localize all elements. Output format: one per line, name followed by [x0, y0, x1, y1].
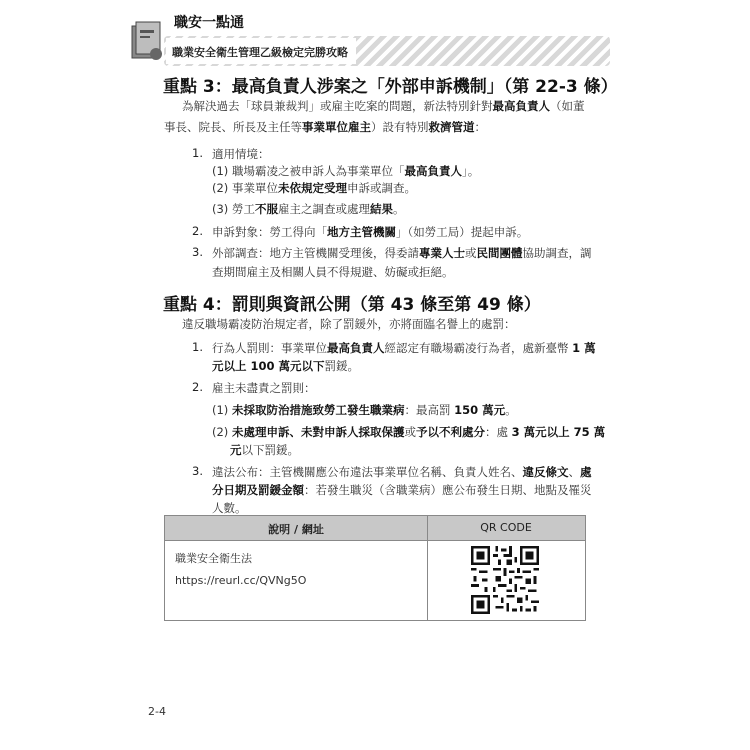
- sub-item: (3) 勞工不服雇主之調查或處理結果。: [212, 202, 405, 216]
- list-item-continuation: 查期間雇主及相關人員不得規避、妨礙或拒絕。: [212, 265, 454, 279]
- list-item: 違法公布：主管機關應公布違法事業單位名稱、負責人姓名、違反條文、處: [212, 465, 592, 479]
- list-item: 雇主未盡責之罰則：: [212, 381, 316, 395]
- list-number: 1.: [192, 146, 203, 160]
- table-header: [165, 516, 585, 541]
- page-header: [130, 10, 610, 64]
- list-number: 3.: [192, 245, 203, 259]
- header-subtitle: 職業安全衛生管理乙級檢定完勝攻略: [172, 46, 348, 59]
- page-number: 2-4: [148, 705, 166, 718]
- sub-item-continuation: 元以下罰鍰。: [230, 443, 299, 457]
- column-header-description: 說明 / 網址: [268, 523, 324, 536]
- list-number: 2.: [192, 224, 203, 238]
- list-item-continuation: 分日期及罰鍰金額：若發生職災（含職業病）應公布發生日期、地點及罹災: [212, 483, 592, 497]
- list-number: 2.: [192, 380, 203, 394]
- list-item: 適用情境：: [212, 147, 270, 161]
- reference-table: [164, 515, 586, 621]
- sub-item: (1) 未採取防治措施致勞工發生職業病：最高罰 150 萬元。: [212, 403, 517, 417]
- table-cell-description: [175, 548, 306, 592]
- book-icon: [130, 16, 164, 62]
- list-number: 1.: [192, 340, 203, 354]
- sub-item: (2) 未處理申訴、未對申訴人採取保護或予以不利處分：處 3 萬元以上 75 萬: [212, 425, 606, 439]
- sub-item: (2) 事業單位未依規定受理申訴或調查。: [212, 181, 416, 195]
- header-title: 職安一點通: [174, 15, 244, 31]
- section4-intro: 違反職場霸凌防治規定者，除了罰鍰外，亦將面臨名譽上的處罰：: [182, 317, 516, 331]
- section3-intro-line2: 事長、院長、所長及主任等事業單位雇主）設有特別救濟管道：: [164, 120, 486, 134]
- list-item: 外部調查：地方主管機關受理後，得委請專業人士或民間團體協助調查，調: [212, 246, 592, 260]
- sub-item: (1) 職場霸凌之被申訴人為事業單位「最高負責人」。: [212, 164, 480, 178]
- list-item: 申訴對象：勞工得向「地方主管機關」（如勞工局）提起申訴。: [212, 225, 529, 239]
- law-name: 職業安全衛生法: [175, 552, 252, 565]
- list-number: 3.: [192, 464, 203, 478]
- list-item-continuation: 人數。: [212, 501, 247, 515]
- section3-intro: 為解決過去「球員兼裁判」或雇主吃案的問題，新法特別針對最高負責人（如董: [182, 99, 585, 113]
- section4-heading: 重點 4：罰則與資訊公開（第 43 條至第 49 條）: [163, 295, 541, 315]
- qr-code-icon[interactable]: [471, 546, 539, 614]
- list-item-continuation: 元以上 100 萬元以下罰鍰。: [212, 359, 360, 373]
- law-url[interactable]: https://reurl.cc/QVNg5O: [175, 574, 307, 587]
- section3-heading: 重點 3：最高負責人涉案之「外部申訴機制」（第 22-3 條）: [163, 77, 618, 97]
- column-header-qr: QR CODE: [480, 521, 532, 534]
- list-item: 行為人罰則：事業單位最高負責人經認定有職場霸凌行為者，處新臺幣 1 萬: [212, 341, 596, 355]
